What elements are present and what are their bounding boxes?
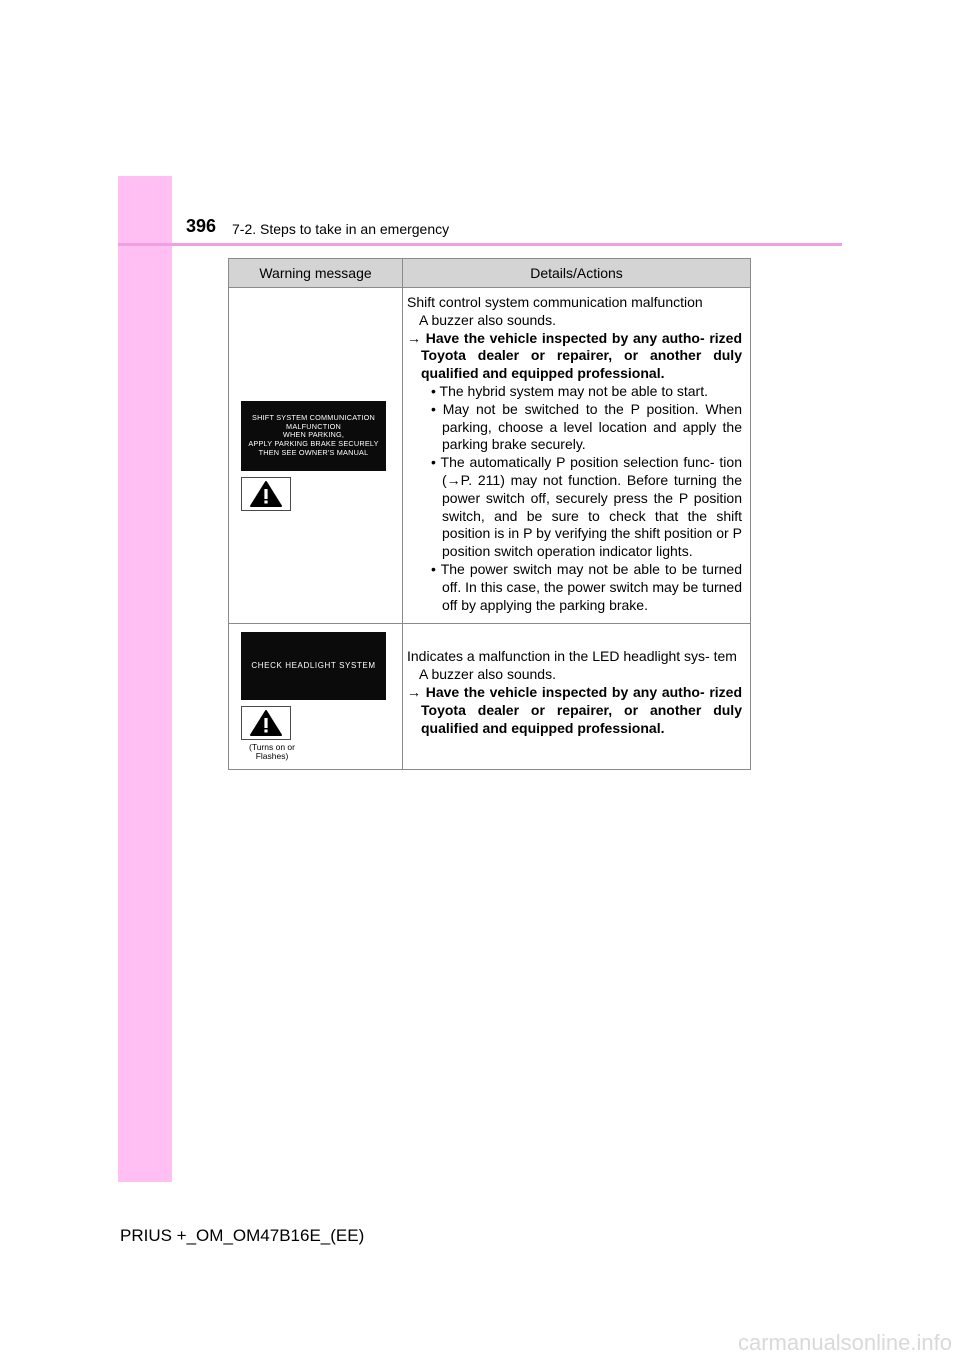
page-number: 396 bbox=[186, 216, 217, 236]
panel-line: WHEN PARKING, bbox=[282, 430, 345, 440]
message-display-panel bbox=[241, 632, 386, 700]
master-warning-light bbox=[241, 477, 291, 511]
buzzer-note: A buzzer also sounds. bbox=[419, 311, 556, 328]
section-title: 7-2. Steps to take in an emergency bbox=[232, 221, 450, 237]
bullet-glyph: • bbox=[431, 560, 436, 577]
list-item: • May not be switched to the P position. When parking, choose a level location and apply the parking brake securely. bbox=[431, 400, 743, 453]
panel-line: CHECK HEADLIGHT SYSTEM bbox=[251, 661, 376, 671]
panel-line: APPLY PARKING BRAKE SECURELY bbox=[248, 438, 379, 448]
footer-doc-code: PRIUS +_OM_OM47B16E_(EE) bbox=[120, 1226, 365, 1245]
light-caption: (Turns on or Flashes) bbox=[249, 742, 295, 762]
list-item: • The automatically P position selection func- tion (→P. 211) may not function. Before turning the power switch off, securely press the P position switch, and be sure to check that the shift position is in P by verifying the shift position or P position switch operation indicator lights. bbox=[431, 454, 742, 560]
header-rule bbox=[118, 243, 842, 246]
column-header-warning-message: Warning message bbox=[229, 259, 403, 288]
panel-line: THEN SEE OWNER'S MANUAL bbox=[258, 447, 369, 457]
panel-line: MALFUNCTION bbox=[286, 421, 341, 431]
warning-triangle-icon bbox=[249, 709, 283, 737]
panel-line: SHIFT SYSTEM COMMUNICATION bbox=[252, 413, 375, 423]
message-title: Shift control system communication malfunction bbox=[407, 294, 703, 310]
message-display-panel bbox=[241, 401, 386, 471]
warning-triangle-icon bbox=[249, 480, 283, 508]
buzzer-note: A buzzer also sounds. bbox=[419, 666, 556, 683]
details-cell bbox=[403, 288, 751, 624]
side-band bbox=[118, 176, 172, 1182]
column-header-details-actions: Details/Actions bbox=[403, 259, 751, 288]
table-row bbox=[229, 624, 751, 770]
action-text: Have the vehicle inspected by any autho- rized Toyota dealer or repairer, or another duly qualified and equipped professional. bbox=[421, 683, 742, 736]
master-warning-light bbox=[241, 706, 291, 740]
details-cell bbox=[403, 624, 751, 770]
table-header-row bbox=[229, 259, 751, 288]
bullet-glyph: • bbox=[431, 400, 436, 417]
message-title: Indicates a malfunction in the LED headlight sys- tem bbox=[407, 648, 737, 665]
action-item bbox=[407, 684, 742, 737]
warning-table bbox=[228, 258, 751, 770]
arrow-glyph: → bbox=[407, 329, 421, 346]
warning-image-cell bbox=[229, 624, 403, 770]
bullet-glyph: • bbox=[431, 382, 436, 399]
action-text: Have the vehicle inspected by any autho- rized Toyota dealer or repairer, or another duly qualified and equipped professional. bbox=[421, 329, 742, 382]
arrow-glyph: → bbox=[407, 683, 421, 700]
bullet-glyph: • bbox=[431, 454, 436, 471]
action-item bbox=[407, 330, 742, 383]
table-row bbox=[229, 288, 751, 624]
warning-image-cell bbox=[229, 288, 403, 624]
list-item: • The power switch may not be able to be turned off. In this case, the power switch may be turned off by applying the parking brake. bbox=[431, 560, 742, 613]
watermark: carmanualsonline.info bbox=[737, 1330, 952, 1355]
list-item: • The hybrid system may not be able to start. bbox=[431, 382, 709, 399]
